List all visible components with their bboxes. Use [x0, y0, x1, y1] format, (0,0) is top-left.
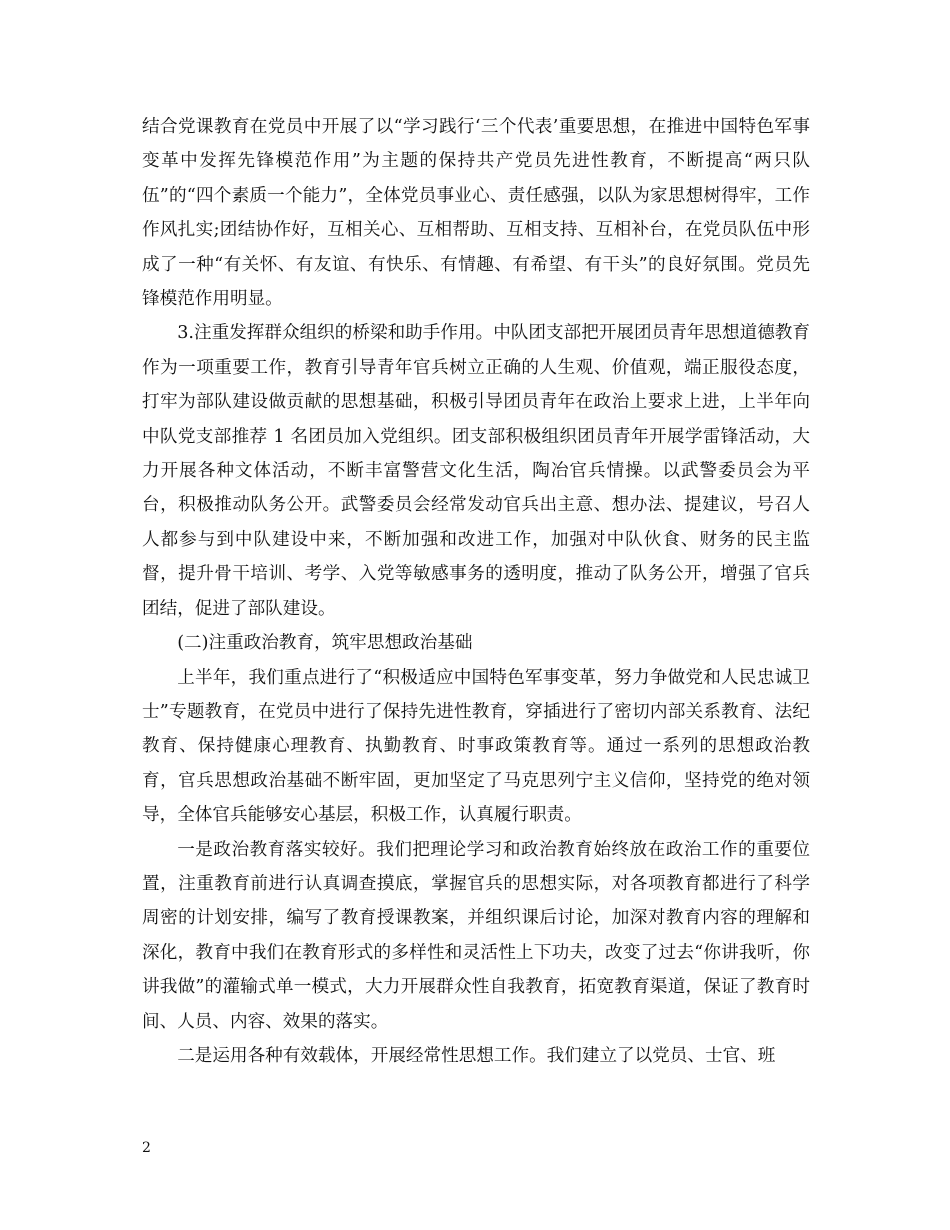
body-text [142, 110, 810, 1073]
paragraph-special-education: 上半年，我们重点进行了“积极适应中国特色军事变革，努力争做党和人民忠诚卫士”专题教育，在党员中进行了保持先进性教育，穿插进行了密切内部关系教育、法纪教育、保持健康心理教育、执勤教育、时事政策教育等。通过一系列的思想政治教育，官兵思想政治基础不断牢固，更加坚定了马克思列宁主义信仰，坚持党的绝对领导，全体官兵能够安心基层，积极工作，认真履行职责。 [142, 667, 810, 826]
section-heading-political-education: (二)注重政治教育，筑牢思想政治基础 [177, 633, 473, 654]
paragraph-ideological-work: 二是运用各种有效载体，开展经常性思想工作。我们建立了以党员、士官、班 [177, 1045, 776, 1066]
paragraph-education-implementation: 一是政治教育落实较好。我们把理论学习和政治教育始终放在政治工作的重要位置，注重教育前进行认真调查摸底，掌握官兵的思想实际，对各项教育都进行了科学周密的计划安排，编写了教育授课教案，并组织课后讨论，加深对教育内容的理解和深化，教育中我们在教育形式的多样性和灵活性上下功夫，改变了过去“你讲我听，你讲我做”的灌输式单一模式，大力开展群众性自我教育，拓宽教育渠道，保证了教育时间、人员、内容、效果的落实。 [142, 839, 810, 1032]
paragraph-continued: 结合党课教育在党员中开展了以“学习践行‘三个代表’重要思想，在推进中国特色军事变革中发挥先锋模范作用”为主题的保持共产党员先进性教育，不断提高“两只队伍”的“四个素质一个能力”，全体党员事业心、责任感强，以队为家思想树得牢，工作作风扎实;团结协作好，互相关心、互相帮助、互相支持、互相补台，在党员队伍中形成了一种“有关怀、有友谊、有快乐、有情趣、有希望、有干头”的良好氛围。党员先锋模范作用明显。 [142, 117, 810, 310]
paragraph-mass-organizations: 3.注重发挥群众组织的桥梁和助手作用。中队团支部把开展团员青年思想道德教育作为一项重要工作，教育引导青年官兵树立正确的人生观、价值观，端正服役态度，打牢为部队建设做贡献的思想基础，积极引导团员青年在政治上要求上进，上半年向中队党支部推荐 1 名团员加入党组织。团支部积极组织团员青年开展学雷锋活动，大力开展各种文体活动，不断丰富警营文化生活，陶冶官兵情操。以武警委员会为平台，积极推动队务公开。武警委员会经常发动官兵出主意、想办法、提建议，号召人人都参与到中队建设中来，不断加强和改进工作，加强对中队伙食、财务的民主监督，提升骨干培训、考学、入党等敏感事务的透明度，推动了队务公开，增强了官兵团结，促进了部队建设。 [142, 323, 810, 619]
page-number: 2 [142, 1140, 151, 1156]
